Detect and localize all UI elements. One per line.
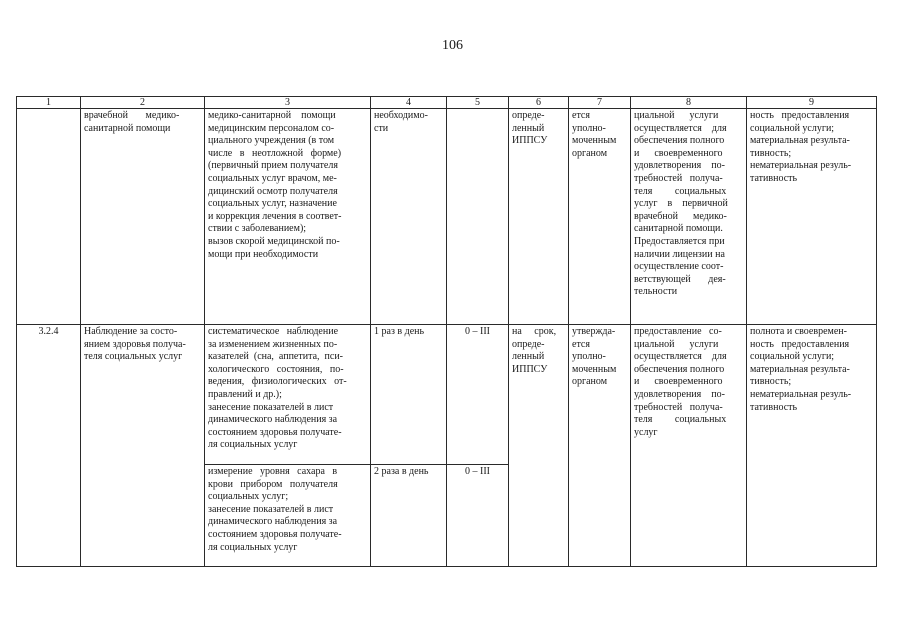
cell-volume: 1 раз в день [371, 325, 447, 465]
cell-tariff: утвержда- ется уполно- моченным органом [569, 325, 631, 567]
cell-group: 0 – III [447, 465, 509, 567]
header-cell-1: 1 [17, 97, 81, 109]
header-cell-8: 8 [631, 97, 747, 109]
cell-service-description: медико-санитарной помощи медицинским персоналом со- циального учреждения (в том числе в неотложной форме) (первичный прием получателя социальных услуг врачом, ме- дицинский осмотр получателя социальных услуг, назначение и коррекция лечения в соответ- ствии с заболеванием); вызов скорой медицинской по- мощи при необходимости [205, 109, 371, 325]
header-cell-7: 7 [569, 97, 631, 109]
cell-service-description: систематическое наблюдение за изменением жизненных по- казателей (сна, аппетита, пси- хологического состояния, по- ведения, физиологических от- правлений и др.); занесение показателей в лист динамического наблюдения за состоянием здоровья получате- ля социальных услуг [205, 325, 371, 465]
header-cell-3: 3 [205, 97, 371, 109]
header-row [17, 97, 877, 109]
header-cell-4: 4 [371, 97, 447, 109]
cell-service-name: врачебной медико- санитарной помощи [81, 109, 205, 325]
cell-service-name: Наблюдение за состо- янием здоровья получа- теля социальных услуг [81, 325, 205, 567]
cell-tariff: ется уполно- моченным органом [569, 109, 631, 325]
header-cell-9: 9 [747, 97, 877, 109]
cell-term: на срок, опреде- ленный ИППСУ [509, 325, 569, 567]
cell-conditions: циальной услуги осуществляется для обеспечения полного и своевременного удовлетворения по- требностей получа- теля социальных услуг в первичной врачебной медико- санитарной помощи. Предоставляется при наличии лицензии на осуществление соот- ветствующей дея- тельности [631, 109, 747, 325]
cell-number: 3.2.4 [17, 325, 81, 567]
cell-indicators: ность предоставления социальной услуги; материальная результа- тивность; нематериальная резуль- тативность [747, 109, 877, 325]
cell-volume: 2 раза в день [371, 465, 447, 567]
cell-indicators: полнота и своевремен- ность предоставления социальной услуги; материальная результа- тивность; нематериальная резуль- тативность [747, 325, 877, 567]
cell-number [17, 109, 81, 325]
cell-service-description: измерение уровня сахара в крови прибором получателя социальных услуг; занесение показателей в лист динамического наблюдения за состоянием здоровья получате- ля социальных услуг [205, 465, 371, 567]
cell-group: 0 – III [447, 325, 509, 465]
cell-conditions: предоставление со- циальной услуги осуществляется для обеспечения полного и своевременного удовлетворения по- требностей получа- теля социальных услуг [631, 325, 747, 567]
header-cell-2: 2 [81, 97, 205, 109]
table-row-3-2-4 [17, 325, 877, 465]
cell-volume: необходимо- сти [371, 109, 447, 325]
cell-group [447, 109, 509, 325]
cell-term: опреде- ленный ИППСУ [509, 109, 569, 325]
header-cell-6: 6 [509, 97, 569, 109]
page-number: 106 [442, 38, 463, 53]
services-table [16, 96, 877, 567]
table-row-continuation [17, 109, 877, 325]
header-cell-5: 5 [447, 97, 509, 109]
